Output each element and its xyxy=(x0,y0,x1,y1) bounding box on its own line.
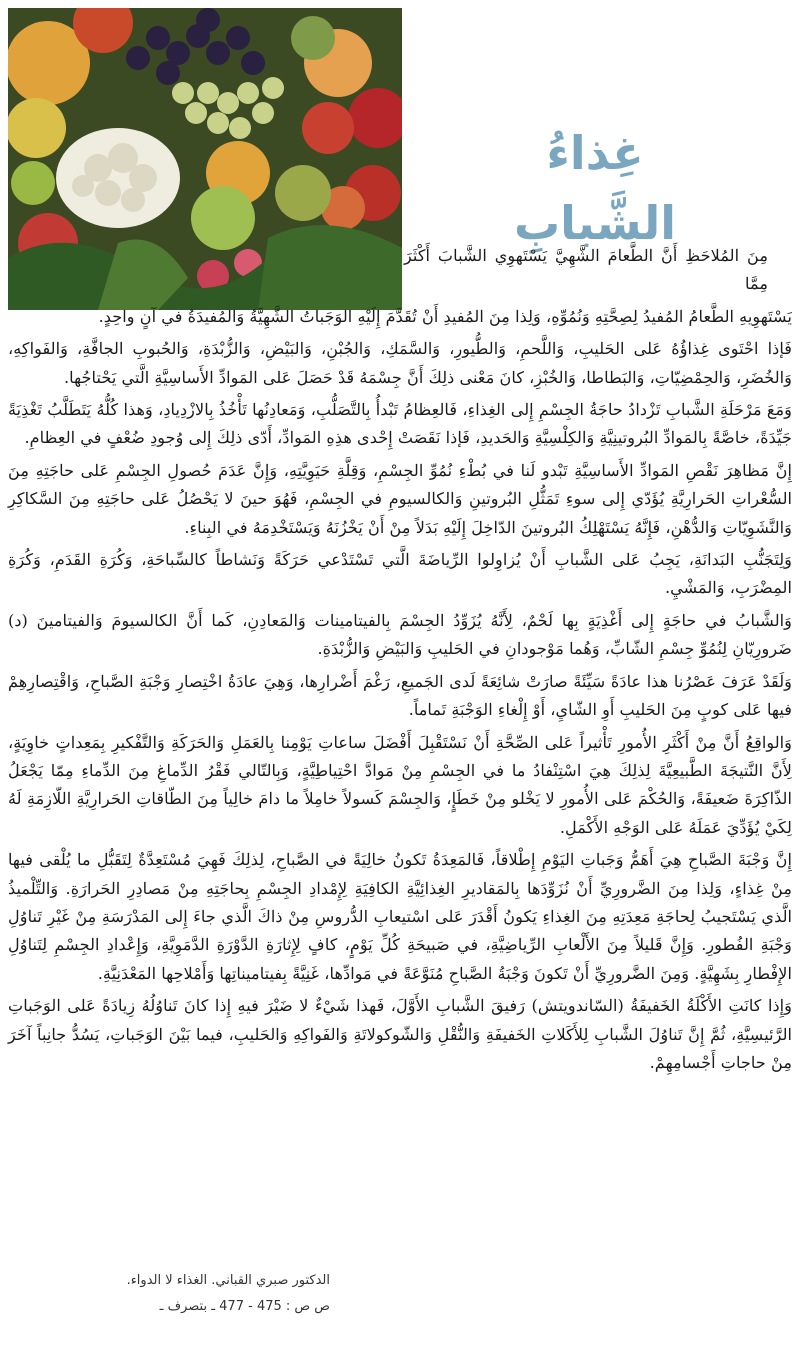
paragraph-obesity: وَلِتَجَنُّبِ البَدانَةِ، يَجِبُ عَلى الشَّبابِ أَنْ يُزاوِلوا الرِّياضَةَ الَّتي تَسْتَدْعي حَرَكَةً وَنَشاطاً كالسِّباحَةِ، وَكُرَةِ القَدَمِ، وَكُرَةِ المِضْرَبِ، وَالمَشْيِ. xyxy=(8,550,792,598)
paragraph-deficiency: إِنَّ مَظاهِرَ نَقْصِ المَوادِّ الأَساسِيَّةِ تَبْدو لَنا في بُطْءِ نُمُوِّ الجِسْمِ، وَقِلَّةِ حَيَوِيَّتِهِ، وَإِنَّ عَدَمَ حُصولِ الجِسْمِ عَلى حاجَتِهِ مِنَ السُّعْراتِ الحَرارِيَّةِ يُؤَدّي إِلى سوءِ تَمَثُّلِ البُروتينِ وَالكالسيومِ في الجِسْمِ، فَهُوَ حينَ لا يَحْصُلُ عَلى حاجَتِهِ مِنَ السَّكاكِرِ وَالنَّشَوِيّاتِ وَالدُّهْنِ، فَإِنَّهُ يَسْتَهْلِكُ البُروتينَ الدّاخِلَ إِلَيْهِ بَدَلاً مِنْ أَنْ يَخْزُنَهُ وَيَسْتَخْدِمَهُ في البِناءِ. xyxy=(8,460,792,537)
paragraph-meat: وَالشَّبابُ في حاجَةٍ إِلى أَغْذِيَةٍ بِها لَحْمٌ، لِأَنَّهُ يُزَوِّدُ الجِسْمَ بِالفيتامينات وَالمَعادِنِ، كَما أَنَّ الكالسيومَ وَالفيتامينَ (د) ضَرورِيّانِ لِنُمُوِّ جِسْمِ الشّابِّ، وَهُما مَوْجودانِ في الحَليبِ وَالبَيْضِ وَالزُّبْدَةِ. xyxy=(8,610,792,659)
paragraph-intro: مِنَ المُلاحَظِ أَنَّ الطَّعامَ الشَّهِيَّ يَسْتَهوِي الشَّبابَ أَكْثَرَ مِمَّا xyxy=(404,246,768,294)
paragraph-sandwich: وَإِذا كانَتِ الأَكْلَةُ الخَفيفَةُ (السّاندويتش) رَفيقَ الشَّبابِ الأَوَّلَ، فَهذا شَيْءٌ لا ضَيْرَ فيهِ إِذا كانَ تَناوُلُهُ زِيادَةً عَلى الوَجَباتِ الرَّئيسِيَّةِ، ثُمَّ إِنَّ تَناوُلَ الشَّبابِ لِلأَكَلاتِ الخَفيفَةِ وَالنُّقْلِ وَالشّوكولاتَةِ وَالفَواكِهِ وَالحَليبِ، فيما بَيْنَ الوَجَباتِ، يَسُدُّ جانِباً آخَرَ مِنْ حاجاتِ أَجْسامِهِمْ. xyxy=(8,996,792,1072)
paragraph-reality: وَالواقِعُ أَنَّ مِنْ أَكْثَرِ الأُمورِ تَأْثيراً عَلى الصِّحَّةِ أَنْ نَسْتَقْبِلَ أَفْضَلَ ساعاتِ يَوْمِنا بِالعَمَلِ وَالحَرَكَةِ وَالتَّفْكيرِ بِمَعِداتٍ خاوِيَةٍ، لِأَنَّ النَّتيجَةَ الطَّبيعِيَّةَ لِذلِكَ هِيَ اسْتِنْفادُ ما في الجِسْمِ مِنْ مَوادَّ احْتِياطِيَّةٍ، وَبِالتّالي فَقْرُ الدِّماغِ مِنَ الدِّماءِ مِمّا يَجْعَلُ الذّاكِرَةَ ضَعيفَةً، وَالحُكْمَ عَلى الأُمورِ لا يَخْلو مِنْ خَطَإٍ، وَالجِسْمَ كَسولاً خامِلاً ما دامَ خالِياً مِنَ الطّاقاتِ الحَرارِيَّةِ اللّازِمَةِ لَهُ لِكَيْ يُؤَدِّيَ عَمَلَهُ عَلى الوَجْهِ الأَكْمَلِ. xyxy=(8,732,792,837)
article-title: غِذاءُ الشَّبابِ xyxy=(513,126,677,250)
paragraph-intro-continued: يَسْتَهوِيهِ الطَّعامُ المُفيدُ لِصِحَّتِهِ وَنُمُوِّهِ، وَلِذا مِنَ المُفيدِ أَنْ تُقَدَّمَ إِلَيْهِ الوَجَباتُ الشَّهِيَّةُ وَالمُفيدَةُ في آنٍ واحِدٍ. xyxy=(98,306,792,326)
source-reference: الدكتور صبري القباني. الغذاء لا الدواء. xyxy=(126,1273,330,1288)
page-reference: ص ص : 475 - 477 ـ بتصرف ـ xyxy=(159,1299,330,1314)
article-body xyxy=(8,242,792,1077)
source-citation xyxy=(30,1268,330,1320)
paragraph-foods: فَإذا احْتَوى غِذاؤُهُ عَلى الحَليبِ، وَاللَّحمِ، وَالطُّيورِ، وَالسَّمَكِ، وَالجُبْنِ، وَالبَيْضِ، وَالزُّبْدَةِ، وَالحُبوبِ الجافَّةِ، وَالفَواكِهِ، وَالخُضَرِ، وَالحِمْضِيّاتِ، وَالبَطاطا، وَالخُبْزِ، كانَ مَعْنى ذلِكَ أَنَّ جِسْمَهُ قَدْ حَصَلَ عَلى المَوادِّ الأَساسِيَّةِ الَّتي يَحْتاجُها. xyxy=(8,339,792,387)
paragraph-youth-needs: وَمَعَ مَرْحَلَةِ الشَّبابِ تَزْدادُ حاجَةُ الجِسْمِ إِلى الغِذاءِ، فَالعِظامُ تَبْدأُ بِالتَّصَلُّبِ، وَمَعادِنُها تَأْخُذُ بِالازْدِيادِ، وَهذا كُلُّهُ يَتَطَلَّبُ تَغْذِيَةً جَيِّدَةً، خاصَّةً بِالمَوادِّ البُروتينِيَّةِ وَالكِلْسِيَّةِ وَالحَديدِ، فَإذا نَقَصَتْ إِحْدى هذِهِ المَوادِّ، أَدّى ذلِكَ إِلى وُجودِ ضُعْفٍ في العِظامِ. xyxy=(8,400,792,448)
paragraph-bad-habit: وَلَقَدْ عَرَفَ عَصْرُنا هذا عادَةً سَيِّئَةً صارَتْ شائِعَةً لَدى الجَميعِ، رَغْمَ أَضْرارِها، وَهِيَ عادَةُ اخْتِصارِ وَجْبَةِ الصَّباحِ، وَاقْتِصارِهِمْ فيها عَلى كوبٍ مِنَ الحَليبِ أَوِ الشّايِ، أَوْ إِلْغاءِ الوَجْبَةِ تَماماً. xyxy=(8,671,792,720)
paragraph-breakfast: إِنَّ وَجْبَةَ الصَّباحِ هِيَ أَهَمُّ وَجَباتِ اليَوْمِ إِطْلاقاً، فَالمَعِدَةُ تَكونُ خالِيَةً في الصَّباحِ، لِذلِكَ فَهِيَ مُسْتَعِدَّةٌ لِتَقَبُّلِ ما يُلْقى فيها مِنْ غِذاءٍ، وَلِذا مِنَ الضَّرورِيِّ أَنْ نُزَوِّدَها بِالمَقاديرِ الغِذائِيَّةِ الكافِيَةِ لِإِمْدادِ الجِسْمِ بِحاجَتِهِ مِنْ مَصادِرِ الحَرارَةِ. وَالتِّلْميذُ الَّذي يَسْتَجيبُ لِحاجَةِ مَعِدَتِهِ مِنَ الغِذاءِ يَكونُ أَقْدَرَ عَلى اسْتيعابِ الدُّروسِ مِنْ ذاكَ الَّذي جاءَ إِلى المَدْرَسَةِ مِنْ غَيْرِ تَناوُلِ وَجْبَةِ الفُطورِ. وَإِنَّ قَليلاً مِنَ الأَلْعابِ الرِّياضِيَّةِ، في صَبيحَةِ كُلِّ يَوْمٍ، كافٍ لِإِثارَةِ الدَّوْرَةِ الدَّمَوِيَّةِ، وَإِعْدادِ الجِسْمِ لِتَناوُلِ الإِفْطارِ بِشَهِيَّةٍ. وَمِنَ الضَّرورِيِّ أَنْ تَكونَ وَجْبَةُ الصَّباحِ مُنَوَّعَةً في مَوادِّها، غَنِيَّةً بِفيتاميناتِها وَأَمْلاحِها المَعْدَنِيَّةِ. xyxy=(8,850,792,983)
